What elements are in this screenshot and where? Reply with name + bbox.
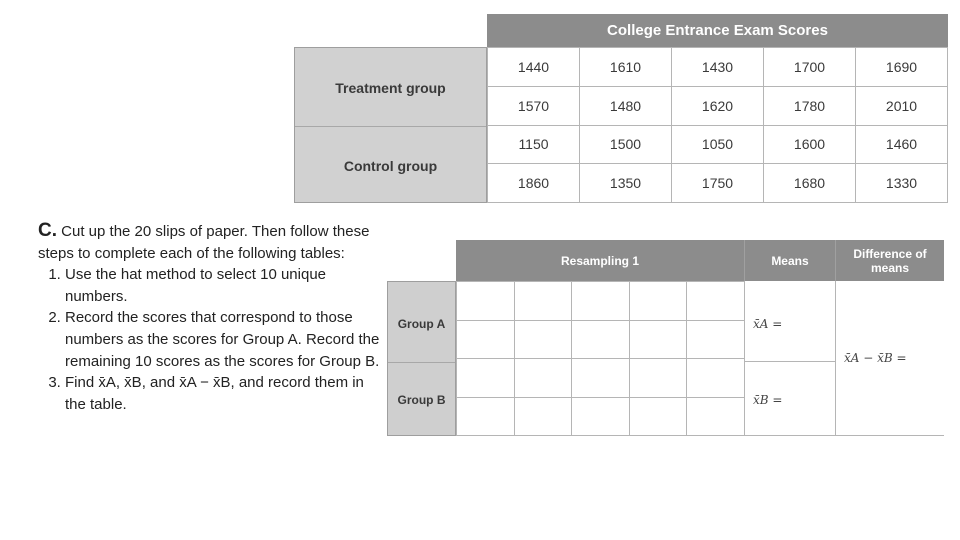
difference-column[interactable] (835, 281, 944, 436)
score-cell: 1620 (671, 86, 763, 125)
step-item: 2. Record the scores that correspond to those numbers as the scores for Group A. Record the remaining 10 scores as the scores for Group B. (65, 307, 383, 372)
score-cell: 1860 (487, 163, 579, 202)
steps-list (38, 264, 383, 415)
score-entry-cell[interactable] (686, 397, 744, 436)
score-entry-cell[interactable] (686, 320, 744, 359)
group-b-label: Group B (397, 393, 446, 407)
score-cell: 1780 (763, 86, 855, 125)
score-entry-cell[interactable] (571, 358, 629, 397)
score-entry-cell[interactable] (456, 281, 514, 320)
part-letter: C. (38, 220, 57, 241)
score-cell: 1440 (487, 47, 579, 86)
score-entry-cell[interactable] (571, 281, 629, 320)
group-a-label: Group A (397, 317, 446, 331)
scores-grid (487, 47, 948, 203)
treatment-group-label: Treatment group (335, 80, 446, 96)
difference-formula: x̄A − x̄B = (844, 351, 907, 365)
score-cell: 1600 (763, 125, 855, 164)
resampling-grid (456, 281, 744, 436)
score-entry-cell[interactable] (514, 281, 572, 320)
score-cell: 1500 (579, 125, 671, 164)
score-cell: 1150 (487, 125, 579, 164)
score-cell: 1480 (579, 86, 671, 125)
mean-a-formula: x̄A = (753, 317, 783, 331)
row-divider (388, 362, 455, 363)
score-entry-cell[interactable] (686, 281, 744, 320)
resampling-row-labels (387, 281, 456, 436)
instructions (38, 220, 383, 415)
score-cell: 1750 (671, 163, 763, 202)
score-entry-cell[interactable] (571, 397, 629, 436)
scores-table-title: College Entrance Exam Scores (487, 14, 948, 47)
step-item: 1. Use the hat method to select 10 unique numbers. (65, 264, 383, 307)
intro-text: Cut up the 20 slips of paper. Then follow these steps to complete each of the following tables: (38, 223, 370, 262)
score-cell: 1570 (487, 86, 579, 125)
score-cell: 1430 (671, 47, 763, 86)
score-entry-cell[interactable] (456, 358, 514, 397)
instructions-intro (38, 220, 383, 264)
mean-b-formula: x̄B = (753, 393, 783, 407)
score-cell: 1610 (579, 47, 671, 86)
score-entry-cell[interactable] (514, 397, 572, 436)
score-entry-cell[interactable] (571, 320, 629, 359)
score-entry-cell[interactable] (629, 320, 687, 359)
step-item: 3. Find x̄A, x̄B, and x̄A − x̄B, and record them in the table. (65, 372, 383, 415)
control-group-label: Control group (343, 158, 438, 174)
score-cell: 1330 (855, 163, 947, 202)
score-cell: 1460 (855, 125, 947, 164)
score-entry-cell[interactable] (629, 358, 687, 397)
means-header: Means (744, 240, 835, 281)
score-cell: 1050 (671, 125, 763, 164)
score-cell: 1700 (763, 47, 855, 86)
score-cell: 2010 (855, 86, 947, 125)
score-entry-cell[interactable] (629, 281, 687, 320)
score-cell: 1690 (855, 47, 947, 86)
score-cell: 1350 (579, 163, 671, 202)
row-divider (295, 126, 486, 127)
score-entry-cell[interactable] (456, 320, 514, 359)
row-divider (745, 361, 835, 362)
score-entry-cell[interactable] (686, 358, 744, 397)
score-entry-cell[interactable] (514, 358, 572, 397)
difference-header: Difference of means (835, 240, 944, 281)
scores-row-labels (294, 47, 487, 203)
means-column[interactable] (744, 281, 835, 436)
score-entry-cell[interactable] (456, 397, 514, 436)
resampling-header: Resampling 1 (456, 240, 744, 281)
score-cell: 1680 (763, 163, 855, 202)
score-entry-cell[interactable] (514, 320, 572, 359)
score-entry-cell[interactable] (629, 397, 687, 436)
